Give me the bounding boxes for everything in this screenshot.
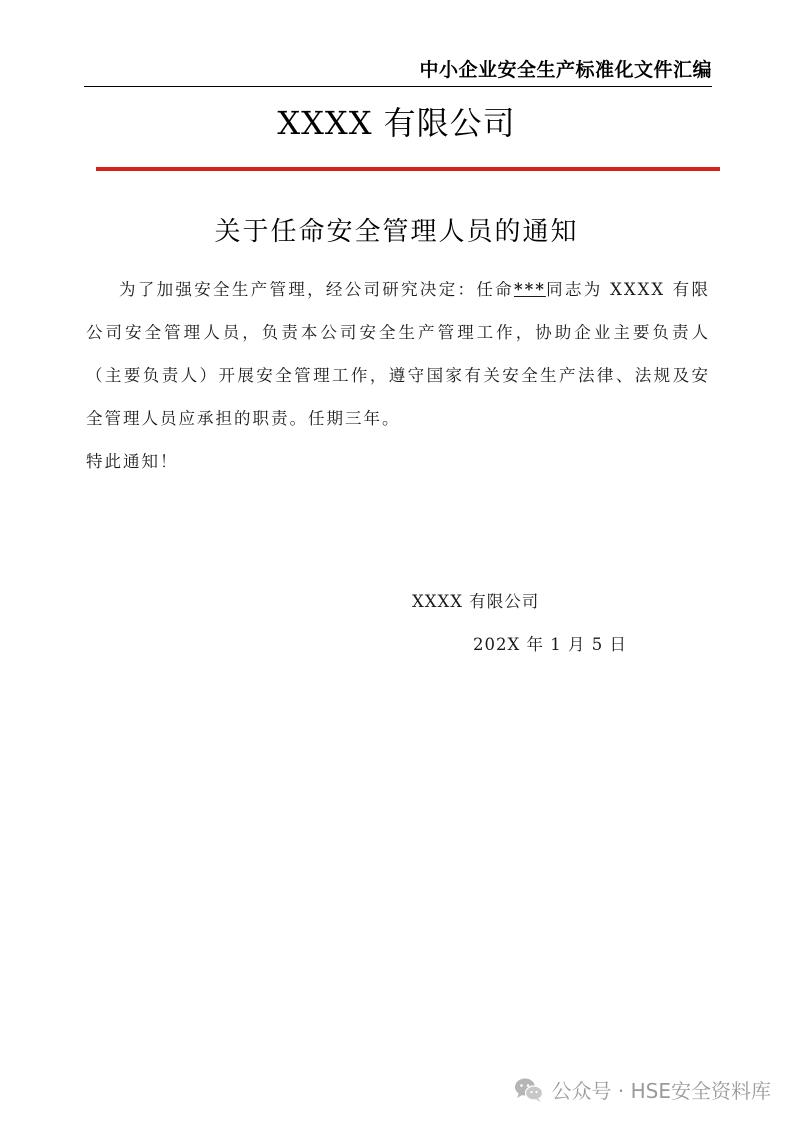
notice-title: 关于任命安全管理人员的通知 xyxy=(214,217,579,247)
series-title: 中小企业安全生产标准化文件汇编 xyxy=(419,59,712,81)
body-text-after: 同志为 XXXX 有限公司安全管理人员，负责本公司安全生产管理工作，协助企业主要负责人（主要负责人）开展安全管理工作，遵守国家有关安全生产法律、法规及安全管理人员应承担的职责。任期三年。 xyxy=(86,280,710,428)
document-header xyxy=(84,56,712,87)
company-banner: XXXX 有限公司 xyxy=(277,104,516,142)
body-paragraph xyxy=(86,268,710,440)
signature-company: XXXX 有限公司 xyxy=(412,592,540,611)
body-text-before: 为了加强安全生产管理，经公司研究决定：任命 xyxy=(119,280,514,299)
notice-body xyxy=(86,268,710,483)
watermark xyxy=(514,1075,771,1104)
appointee-placeholder: *** xyxy=(513,280,546,299)
closing-line: 特此通知！ xyxy=(86,452,179,471)
wechat-icon xyxy=(514,1077,544,1103)
signature-date: 202X 年 1 月 5 日 xyxy=(473,635,627,654)
watermark-text: 公众号 · HSE安全资料库 xyxy=(551,1079,771,1103)
red-divider xyxy=(96,167,720,171)
